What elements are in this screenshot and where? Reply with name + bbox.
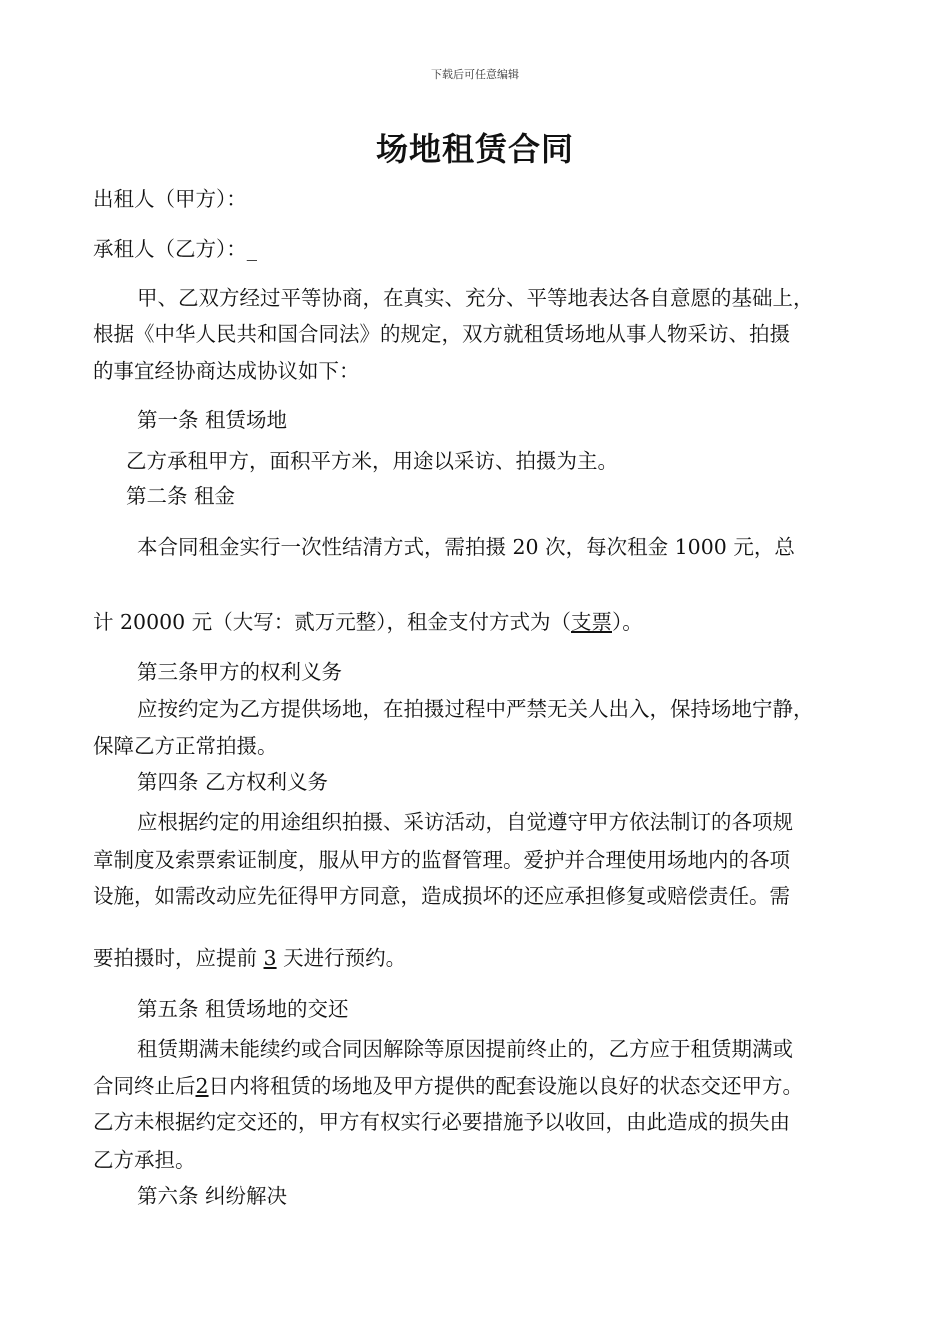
article-5-body-3: 乙方未根据约定交还的，甲方有权实行必要措施予以收回，由此造成的损失由 [93,1110,790,1134]
article-4-heading: 第四条 乙方权利义务 [137,770,329,794]
download-note: 下载后可任意编辑 [431,68,519,81]
article-2-body-2 [93,608,643,636]
article-5-body-4: 乙方承担。 [93,1148,196,1172]
lessor-line: 出租人（甲方）： [93,187,247,211]
article-4-body-2: 章制度及索票索证制度，服从甲方的监督管理。爱护并合理使用场地内的各项 [93,848,790,872]
article-5-body-1: 租赁期满未能续约或合同因解除等原因提前终止的，乙方应于租赁期满或 [137,1037,793,1061]
article-5-body-2-post: 日内将租赁的场地及甲方提供的配套设施以良好的状态交还甲方。 [208,1074,804,1098]
advance-days: 3 [263,946,277,970]
intro-line-3: 的事宜经协商达成协议如下： [93,359,360,383]
article-3-body-2: 保障乙方正常拍摄。 [93,734,278,758]
article-1-body: 乙方承租甲方，面积平方米，用途以采访、拍摄为主。 [126,449,618,473]
payment-method: 支票 [571,610,612,634]
return-days: 2 [195,1074,209,1098]
article-4-body-1: 应根据约定的用途组织拍摄、采访活动，自觉遵守甲方依法制订的各项规 [137,810,793,834]
article-4-body-4-pre: 要拍摄时，应提前 [93,946,264,970]
intro-line-2: 根据《中华人民共和国合同法》的规定，双方就租赁场地从事人物采访、拍摄 [93,322,790,346]
article-2-body-2-pre: 计 20000 元（大写：贰万元整），租金支付方式为（ [93,610,571,634]
article-4-body-3: 设施，如需改动应先征得甲方同意，造成损坏的还应承担修复或赔偿责任。需 [93,884,790,908]
article-4-body-4-post: 天进行预约。 [276,946,407,970]
article-6-heading: 第六条 纠纷解决 [137,1184,288,1208]
intro-line-1: 甲、乙双方经过平等协商，在真实、充分、平等地表达各自意愿的基础上， [137,286,814,310]
article-4-body-4 [93,944,406,972]
article-5-heading: 第五条 租赁场地的交还 [137,997,349,1021]
article-2-body-2-post: ）。 [612,610,643,634]
article-2-body-1: 本合同租金实行一次性结清方式，需拍摄 20 次，每次租金 1000 元，总 [137,535,795,559]
article-3-body-1: 应按约定为乙方提供场地，在拍摄过程中严禁无关人出入，保持场地宁静， [137,697,814,721]
article-5-body-2 [93,1072,803,1100]
article-2-heading: 第二条 租金 [126,484,236,508]
article-3-heading: 第三条甲方的权利义务 [137,660,342,684]
article-1-heading: 第一条 租赁场地 [137,408,288,432]
document-title: 场地租赁合同 [375,130,574,168]
lessee-line: 承租人（乙方）：_ [93,237,257,261]
article-5-body-2-pre: 合同终止后 [93,1074,196,1098]
